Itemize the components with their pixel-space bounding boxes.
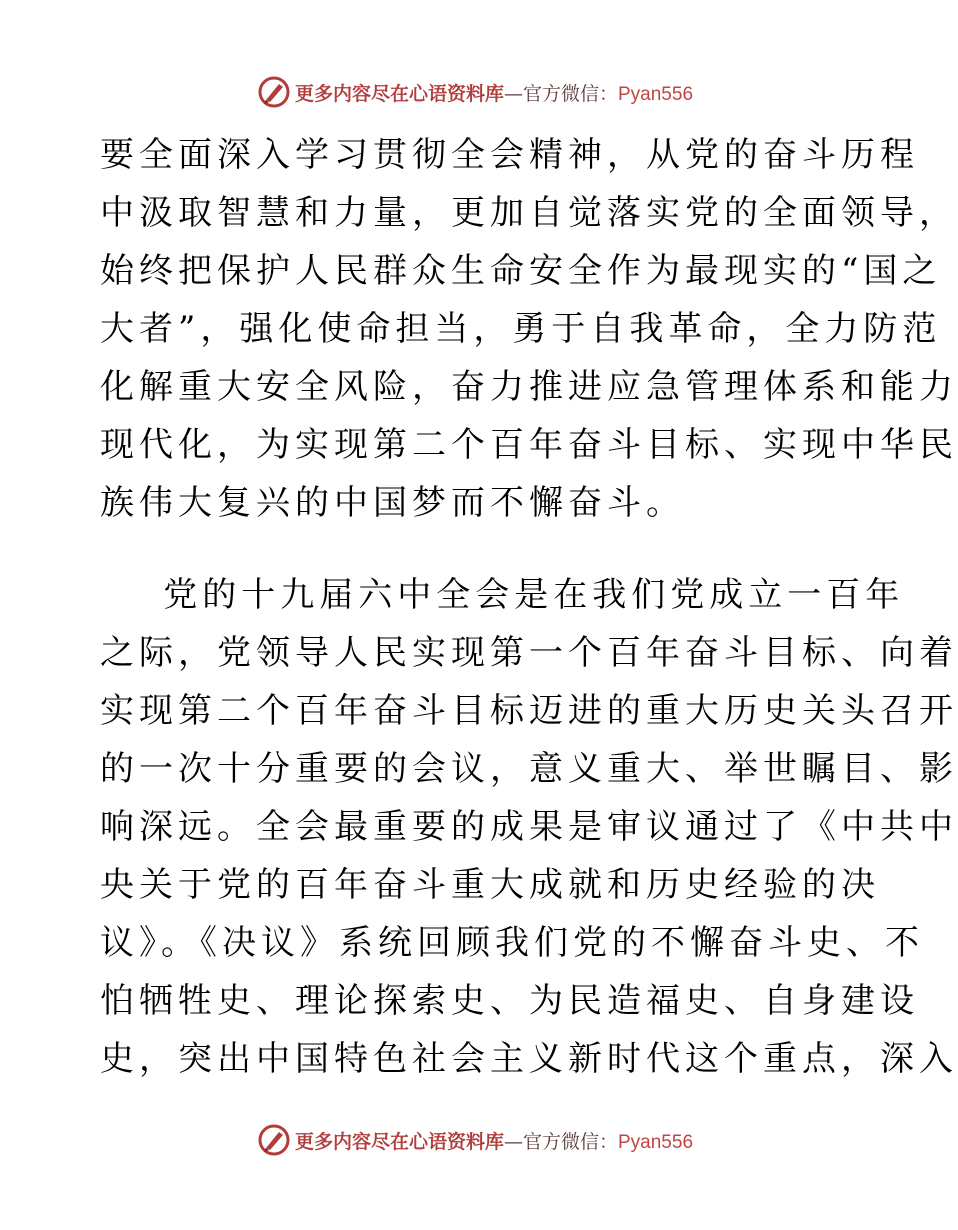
paragraph-spacer <box>100 532 850 566</box>
pen-logo-icon <box>257 75 291 109</box>
banner-main-text: 更多内容尽在心语资料库 <box>294 1130 504 1153</box>
text-line: 现代化，为实现第二个百年奋斗目标、实现中华民 <box>100 425 958 465</box>
text-line: 中汲取智慧和力量，更加自觉落实党的全面领导， <box>100 193 958 233</box>
banner-wechat-label: 官方微信： <box>522 82 618 105</box>
text-line: 实现第二个百年奋斗目标迈进的重大历史关头召开 <box>100 691 958 731</box>
text-line: 要全面深入学习贯彻全会精神，从党的奋斗历程 <box>100 135 919 175</box>
banner-text <box>295 1127 693 1154</box>
paragraph-2 <box>100 566 958 1088</box>
header-banner <box>0 72 950 112</box>
text-line: 族伟大复兴的中国梦而不懈奋斗。 <box>100 483 685 523</box>
text-line: 怕牺牲史、理论探索史、为民造福史、自身建设 <box>100 981 919 1021</box>
banner-wechat-label: 官方微信： <box>522 1130 618 1153</box>
banner-main-text: 更多内容尽在心语资料库 <box>294 82 504 105</box>
text-line: 史，突出中国特色社会主义新时代这个重点，深入 <box>100 1039 958 1079</box>
document-body <box>100 126 958 1088</box>
text-line: 议》。《决议》系统回顾我们党的不懈奋斗史、不 <box>100 923 924 963</box>
banner-account: Pyan556 <box>618 83 694 105</box>
footer-banner <box>0 1120 950 1160</box>
paragraph-1 <box>100 126 958 532</box>
text-line: 之际，党领导人民实现第一个百年奋斗目标、向着 <box>100 633 958 673</box>
banner-separator: — <box>503 82 523 105</box>
text-line: 大者”，强化使命担当，勇于自我革命，全力防范 <box>100 309 942 349</box>
text-line: 始终把保护人民群众生命安全作为最现实的“国之 <box>100 251 942 291</box>
text-line: 央关于党的百年奋斗重大成就和历史经验的决 <box>100 865 880 905</box>
text-line: 响深远。全会最重要的成果是审议通过了《中共中 <box>100 807 958 847</box>
banner-account: Pyan556 <box>618 1131 694 1153</box>
text-line: 的一次十分重要的会议，意义重大、举世瞩目、影 <box>100 749 958 789</box>
pen-logo-icon <box>257 1123 291 1157</box>
banner-separator: — <box>503 1130 523 1153</box>
text-line: 党的十九届六中全会是在我们党成立一百年 <box>100 575 905 615</box>
banner-text <box>295 79 693 106</box>
text-line: 化解重大安全风险，奋力推进应急管理体系和能力 <box>100 367 958 407</box>
